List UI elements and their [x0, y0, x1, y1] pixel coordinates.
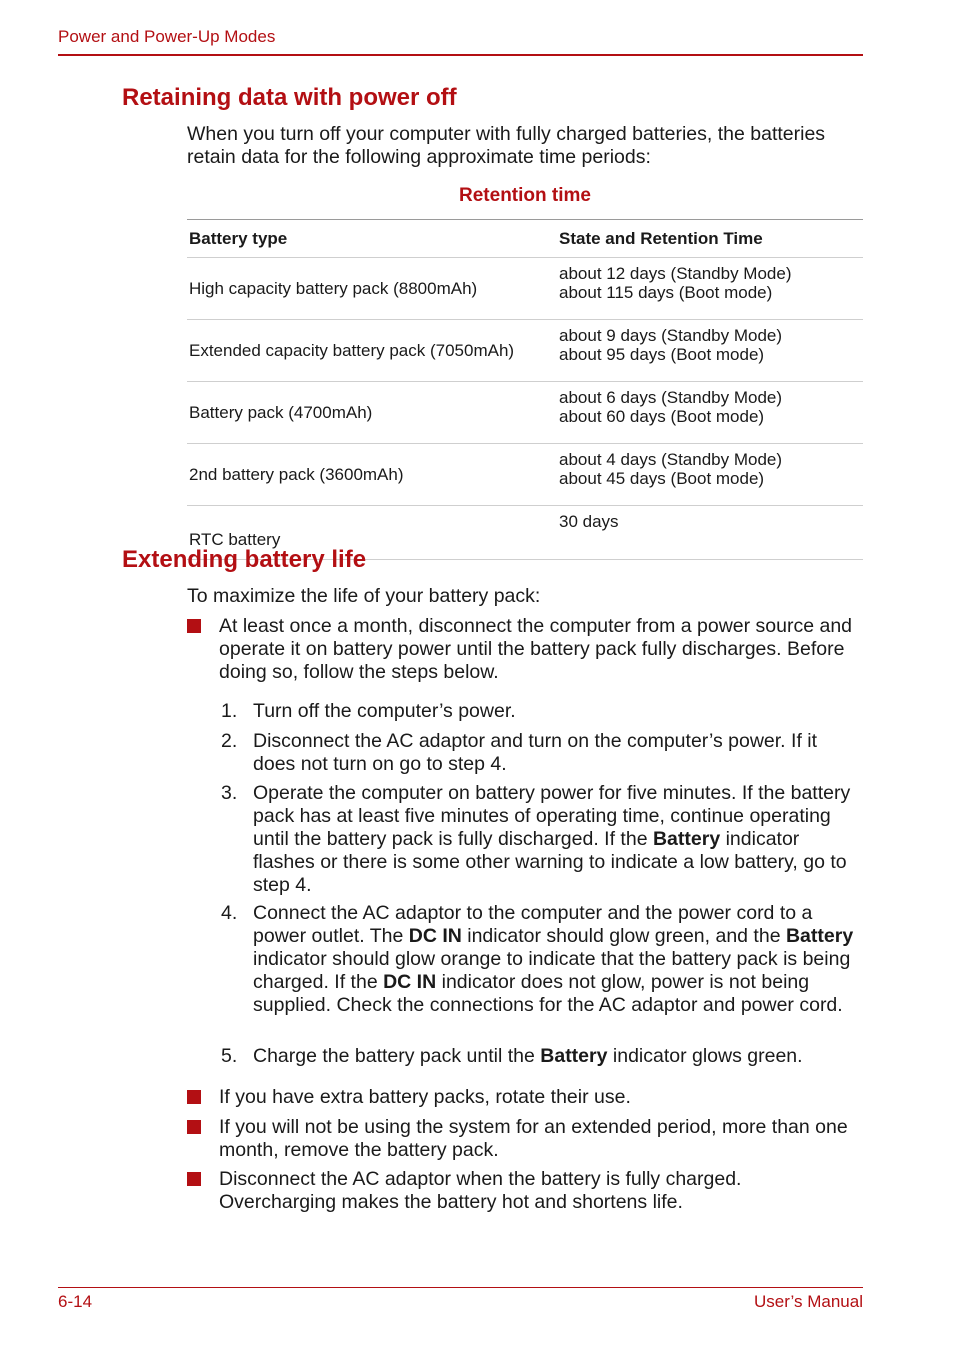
- bullet-square-icon: [187, 619, 201, 633]
- retention-boot: about 115 days (Boot mode): [559, 283, 773, 302]
- bullet-square-icon: [187, 1120, 201, 1134]
- retention-cell: [557, 320, 863, 382]
- battery-type-cell: Battery pack (4700mAh): [187, 382, 557, 444]
- table-row: [187, 258, 863, 320]
- retention-cell: [557, 444, 863, 506]
- retention-boot: about 45 days (Boot mode): [559, 469, 765, 488]
- battery-type-cell: Extended capacity battery pack (7050mAh): [187, 320, 557, 382]
- step-number: 4.: [221, 902, 238, 924]
- step-text: Operate the computer on battery power for five minutes. If the battery pack has at least five minutes of operating time, continue operating until the battery pack is fully discharged. If the Battery indicator flashes or there is some other warning to indicate a low battery, go to step 4.: [253, 782, 851, 896]
- dc-in-term: DC IN: [383, 971, 437, 993]
- bullet-text: Disconnect the AC adaptor when the battery is fully charged. Overcharging makes the battery hot and shortens life.: [219, 1168, 742, 1213]
- table-header-row: [187, 220, 863, 258]
- retention-value: 30 days: [559, 512, 619, 531]
- column-header-state: State and Retention Time: [557, 220, 863, 258]
- retention-table: [187, 219, 863, 560]
- bullet-item: [187, 615, 863, 684]
- step-text: Connect the AC adaptor to the computer and the power cord to a power outlet. The DC IN indicator should glow green, and the Battery indicator should glow orange to indicate that the battery pack is being charged. If the DC IN indicator does not glow, power is not being supplied. Check the connections for the AC adaptor and power cord.: [253, 902, 854, 1016]
- battery-term: Battery: [540, 1045, 608, 1067]
- step-item: [218, 902, 858, 1017]
- step-number: 1.: [221, 700, 238, 722]
- bullet-item: [187, 1086, 863, 1109]
- extending-intro: To maximize the life of your battery pack:: [187, 585, 541, 607]
- bullet-text: If you have extra battery packs, rotate their use.: [219, 1086, 631, 1108]
- battery-term: Battery: [652, 828, 721, 850]
- battery-type-cell: High capacity battery pack (8800mAh): [187, 258, 557, 320]
- step-item: [218, 700, 858, 723]
- retention-standby: about 6 days (Standby Mode): [559, 388, 783, 407]
- page-number: 6-14: [58, 1292, 93, 1311]
- footer-rule: [58, 1287, 863, 1288]
- section-title-extending: Extending battery life: [122, 546, 367, 573]
- retention-cell: [557, 506, 863, 560]
- retaining-intro: When you turn off your computer with fully charged batteries, the batteries retain data for the following approximate time periods:: [187, 123, 826, 168]
- retention-standby: about 9 days (Standby Mode): [559, 326, 783, 345]
- step-item: [218, 730, 858, 776]
- column-header-battery-type: Battery type: [187, 220, 557, 258]
- running-header: Power and Power-Up Modes: [58, 27, 276, 46]
- battery-term: Battery: [785, 925, 854, 947]
- step-number: 2.: [221, 730, 238, 752]
- table-row: [187, 382, 863, 444]
- manual-title: User’s Manual: [754, 1292, 863, 1311]
- retention-boot: about 60 days (Boot mode): [559, 407, 765, 426]
- step-number: 3.: [221, 782, 238, 804]
- bullet-item: [187, 1116, 863, 1162]
- bullet-square-icon: [187, 1090, 201, 1104]
- retention-standby: about 12 days (Standby Mode): [559, 264, 792, 283]
- bullet-item: [187, 1168, 863, 1214]
- battery-type-cell: RTC battery: [187, 506, 557, 560]
- table-row: [187, 444, 863, 506]
- bullet-text: If you will not be using the system for an extended period, more than one month, remove the battery pack.: [219, 1116, 848, 1161]
- table-row: [187, 320, 863, 382]
- table-caption: Retention time: [459, 185, 591, 206]
- dc-in-term: DC IN: [408, 925, 462, 947]
- step-item: [218, 1045, 858, 1068]
- step-number: 5.: [221, 1045, 238, 1067]
- bullet-square-icon: [187, 1172, 201, 1186]
- step-item: [218, 782, 858, 897]
- retention-cell: [557, 382, 863, 444]
- retention-cell: [557, 258, 863, 320]
- section-title-retaining: Retaining data with power off: [122, 84, 457, 111]
- bullet-text: At least once a month, disconnect the computer from a power source and operate it on battery power until the battery pack fully discharges. Before doing so, follow the steps below.: [219, 615, 853, 683]
- step-text: Disconnect the AC adaptor and turn on the computer’s power. If it does not turn on go to step 4.: [253, 730, 818, 775]
- header-rule: [58, 54, 863, 56]
- step-text: Turn off the computer’s power.: [253, 700, 516, 722]
- step-text: Charge the battery pack until the Battery indicator glows green.: [253, 1045, 803, 1067]
- retention-standby: about 4 days (Standby Mode): [559, 450, 783, 469]
- retention-boot: about 95 days (Boot mode): [559, 345, 765, 364]
- battery-type-cell: 2nd battery pack (3600mAh): [187, 444, 557, 506]
